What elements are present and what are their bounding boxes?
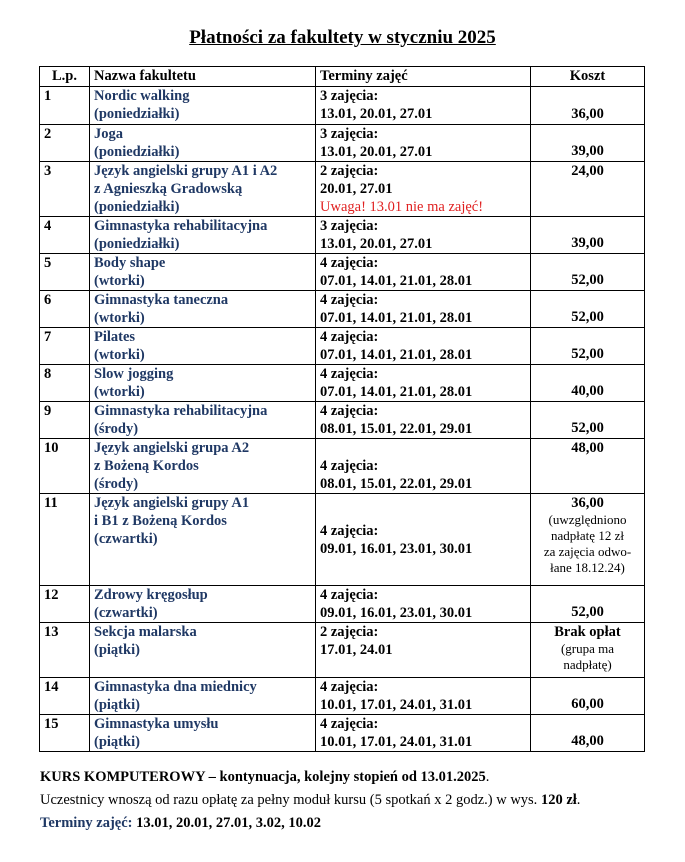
course-name-line: i B1 z Bożeną Kordos (94, 513, 227, 529)
course-dates-line: 3 zajęcia: (320, 88, 379, 104)
course-dates-line: 4 zajęcia: (320, 403, 379, 419)
course-dates-line: 13.01, 20.01, 27.01 (320, 236, 433, 252)
course-name-line: (środy) (94, 476, 139, 492)
course-name-line: (czwartki) (94, 605, 158, 621)
row-number: 10 (40, 439, 90, 494)
cost-value: Brak opłat (554, 624, 621, 640)
course-name-line: z Bożeną Kordos (94, 458, 199, 474)
row-number: 12 (40, 586, 90, 623)
course-name (90, 291, 316, 328)
course-dates-line: 2 zajęcia: (320, 624, 379, 640)
course-name-line: Gimnastyka umysłu (94, 716, 219, 732)
cost-value: 52,00 (571, 309, 604, 325)
page-title: Płatności za fakultety w styczniu 2025 (189, 27, 496, 48)
course-dates-line: 4 zajęcia: (320, 292, 379, 308)
course-dates (316, 586, 531, 623)
course-dates-line: 3 zajęcia: (320, 126, 379, 142)
course-name-line: (wtorki) (94, 384, 145, 400)
row-number: 6 (40, 291, 90, 328)
course-dates-line: 10.01, 17.01, 24.01, 31.01 (320, 734, 473, 750)
course-name (90, 162, 316, 217)
course-dates (316, 162, 531, 217)
course-cost (531, 715, 645, 752)
header-cost: Koszt (531, 67, 645, 87)
course-dates-line: 2 zajęcia: (320, 163, 379, 179)
cost-note-line: (uwzględniono (548, 512, 627, 527)
cost-note-line: za zajęcia odwo- (543, 544, 632, 559)
table-header-row (40, 67, 645, 87)
course-name-line: Slow jogging (94, 366, 174, 382)
course-name (90, 87, 316, 125)
course-dates-line: 09.01, 16.01, 23.01, 30.01 (320, 540, 473, 557)
course-name-line: Gimnastyka taneczna (94, 292, 229, 308)
course-cost (531, 291, 645, 328)
course-dates: 13.01, 20.01, 27.01, 3.02, 10.02 (132, 815, 321, 831)
row-number: 1 (40, 87, 90, 125)
row-number: 8 (40, 365, 90, 402)
course-dates (316, 291, 531, 328)
course-name (90, 365, 316, 402)
cost-value: 48,00 (571, 733, 604, 749)
course-dates (316, 365, 531, 402)
course-dates-line: 4 zajęcia: (320, 522, 379, 539)
course-dates (316, 494, 531, 586)
course-cost (531, 217, 645, 254)
cost-note-line: (grupa ma (560, 641, 615, 656)
course-name (90, 439, 316, 494)
cost-value: 52,00 (571, 604, 604, 620)
cost-value: 52,00 (571, 420, 604, 436)
course-name (90, 125, 316, 162)
course-cost (531, 365, 645, 402)
course-name-line: (poniedziałki) (94, 199, 180, 215)
row-number: 4 (40, 217, 90, 254)
table-row (40, 494, 645, 586)
course-name-line: (poniedziałki) (94, 144, 180, 160)
row-number: 14 (40, 678, 90, 715)
table-row (40, 254, 645, 291)
course-dates-line: 13.01, 20.01, 27.01 (320, 144, 433, 160)
course-name-line: Gimnastyka rehabilitacyjna (94, 403, 268, 419)
cost-value: 52,00 (571, 272, 604, 288)
course-dates (316, 217, 531, 254)
row-number: 11 (40, 494, 90, 586)
course-dates-line: 4 zajęcia: (320, 716, 379, 732)
course-name-line: Sekcja malarska (94, 624, 197, 640)
table-row (40, 328, 645, 365)
row-number: 15 (40, 715, 90, 752)
cost-value: 24,00 (571, 163, 604, 179)
course-name (90, 494, 316, 586)
course-name-line: Język angielski grupa A2 (94, 440, 250, 456)
course-name-line: Język angielski grupy A1 i A2 (94, 163, 278, 179)
course-dates-line: 4 zajęcia: (320, 366, 379, 382)
course-name (90, 328, 316, 365)
course-name-line: Joga (94, 126, 123, 142)
table-row (40, 365, 645, 402)
course-name-line: (poniedziałki) (94, 106, 180, 122)
course-dates (316, 715, 531, 752)
course-dates-line: 4 zajęcia: (320, 679, 379, 695)
course-cost (531, 678, 645, 715)
cost-note-line: nadpłatę) (563, 657, 612, 672)
table-row (40, 678, 645, 715)
course-dates-line: 08.01, 15.01, 22.01, 29.01 (320, 476, 473, 492)
table-row (40, 715, 645, 752)
course-dates (316, 678, 531, 715)
course-name-line: Pilates (94, 329, 136, 345)
fee-amount: 120 zł (540, 792, 577, 808)
table-row (40, 125, 645, 162)
course-title-end: . (485, 769, 490, 785)
table-row (40, 402, 645, 439)
course-name-line: Gimnastyka dna miednicy (94, 679, 257, 695)
table-row (40, 87, 645, 125)
cost-value: 40,00 (571, 383, 604, 399)
footer-course-line (40, 766, 660, 789)
course-name (90, 678, 316, 715)
cost-note-line: nadpłatę 12 zł (551, 528, 624, 543)
cost-value: 39,00 (571, 235, 604, 251)
course-name (90, 623, 316, 678)
cost-value: 48,00 (571, 440, 604, 456)
row-number: 9 (40, 402, 90, 439)
course-name-line: Gimnastyka rehabilitacyjna (94, 218, 268, 234)
course-cost (531, 328, 645, 365)
course-cost (531, 125, 645, 162)
course-dates-line: 07.01, 14.01, 21.01, 28.01 (320, 347, 473, 363)
cost-value: 39,00 (571, 143, 604, 159)
payments-table (39, 66, 645, 752)
course-dates-line: 07.01, 14.01, 21.01, 28.01 (320, 384, 473, 400)
course-name (90, 402, 316, 439)
table-row (40, 623, 645, 678)
course-dates-line: 13.01, 20.01, 27.01 (320, 106, 433, 122)
course-name-line: (wtorki) (94, 347, 145, 363)
course-name-line: Nordic walking (94, 88, 190, 104)
course-name-line: (czwartki) (94, 531, 158, 547)
course-dates (316, 623, 531, 678)
row-number: 5 (40, 254, 90, 291)
header-name: Nazwa fakultetu (90, 67, 316, 87)
cost-value: 60,00 (571, 696, 604, 712)
footer-notes (40, 766, 660, 835)
course-name-line: (piątki) (94, 697, 140, 713)
course-name-line: (poniedziałki) (94, 236, 180, 252)
course-dates (316, 328, 531, 365)
course-cost (531, 586, 645, 623)
course-dates-line: 17.01, 24.01 (320, 642, 393, 658)
course-dates-line: 3 zajęcia: (320, 218, 379, 234)
table-row (40, 217, 645, 254)
course-dates-line: 4 zajęcia: (320, 329, 379, 345)
course-cost (531, 87, 645, 125)
course-cost (531, 494, 645, 586)
row-number: 13 (40, 623, 90, 678)
row-number: 2 (40, 125, 90, 162)
course-dates-line: 07.01, 14.01, 21.01, 28.01 (320, 310, 473, 326)
cost-note-line: łane 18.12.24) (550, 560, 625, 575)
header-lp: L.p. (40, 67, 90, 87)
row-number: 3 (40, 162, 90, 217)
course-dates-line: 4 zajęcia: (320, 458, 379, 474)
course-dates-line: 07.01, 14.01, 21.01, 28.01 (320, 273, 473, 289)
course-name-line: (wtorki) (94, 310, 145, 326)
fee-end: . (576, 792, 581, 808)
course-name-line: (piątki) (94, 642, 140, 658)
course-cost (531, 402, 645, 439)
course-dates-line: 4 zajęcia: (320, 587, 379, 603)
fee-text: Uczestnicy wnoszą od razu opłatę za pełny moduł kursu (5 spotkań x 2 godz.) w wys. (40, 792, 541, 808)
row-number: 7 (40, 328, 90, 365)
course-dates (316, 87, 531, 125)
course-name (90, 254, 316, 291)
course-cost (531, 623, 645, 678)
course-cost (531, 162, 645, 217)
table-row (40, 439, 645, 494)
course-dates (316, 125, 531, 162)
course-dates (316, 402, 531, 439)
course-cost (531, 439, 645, 494)
course-name (90, 217, 316, 254)
footer-fee-line (40, 789, 660, 812)
dates-label: Terminy zajęć: (40, 815, 133, 831)
course-name-line: z Agnieszką Gradowską (94, 181, 243, 197)
table-row (40, 291, 645, 328)
course-name-line: Język angielski grupy A1 (94, 495, 250, 511)
course-name-line: (wtorki) (94, 273, 145, 289)
cost-value: 36,00 (571, 106, 604, 122)
course-dates-line: 4 zajęcia: (320, 255, 379, 271)
course-name-line: Body shape (94, 255, 166, 271)
header-dates: Terminy zajęć (316, 67, 531, 87)
warning-note: Uwaga! 13.01 nie ma zajęć! (320, 199, 484, 215)
table-row (40, 586, 645, 623)
course-dates-line: 09.01, 16.01, 23.01, 30.01 (320, 605, 473, 621)
table-row (40, 162, 645, 217)
footer-dates-line (40, 812, 660, 835)
course-name (90, 715, 316, 752)
course-name-line: Zdrowy kręgosłup (94, 587, 208, 603)
course-name-line: (piątki) (94, 734, 140, 750)
course-dates-line: 10.01, 17.01, 24.01, 31.01 (320, 697, 473, 713)
course-dates (316, 254, 531, 291)
cost-value: 52,00 (571, 346, 604, 362)
course-dates-line: 20.01, 27.01 (320, 181, 393, 197)
course-dates-line: 08.01, 15.01, 22.01, 29.01 (320, 421, 473, 437)
course-cost (531, 254, 645, 291)
cost-value: 36,00 (571, 495, 604, 511)
course-name-line: (środy) (94, 421, 139, 437)
course-dates (316, 439, 531, 494)
course-title: KURS KOMPUTEROWY – kontynuacja, kolejny stopień od 13.01.2025 (40, 769, 486, 785)
course-name (90, 586, 316, 623)
